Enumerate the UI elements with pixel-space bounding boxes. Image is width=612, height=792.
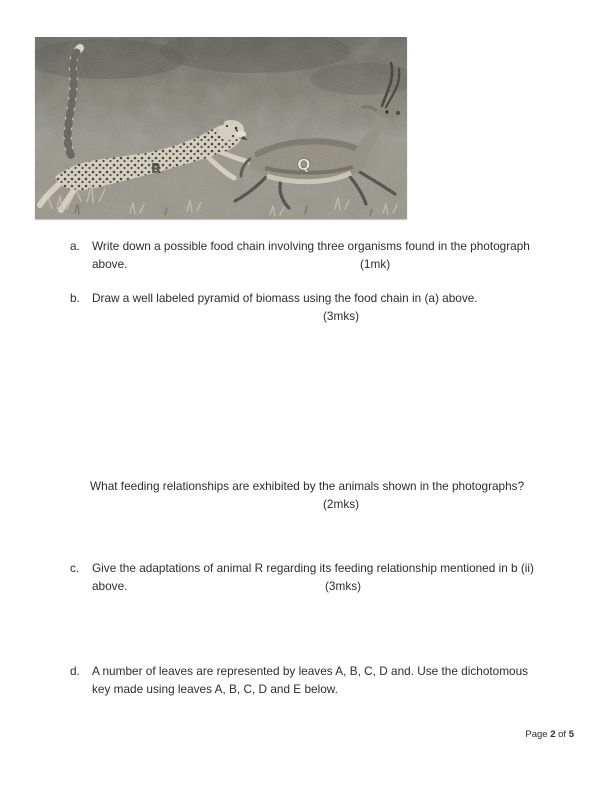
footer-page-total: 5 [568, 729, 574, 740]
question-d-line2: key made using leaves A, B, C, D and E below. [92, 682, 338, 696]
question-b-text: Draw a well labeled pyramid of biomass using the food chain in (a) above. [92, 291, 478, 305]
question-c-line1 [70, 559, 534, 577]
question-b-letter: b. [70, 291, 80, 305]
predator-label-r: R [151, 162, 162, 177]
question-c-text-continued: above. [92, 579, 128, 593]
page-footer [525, 729, 574, 741]
question-c-marks: (3mks) [325, 579, 362, 593]
question-a-letter: a. [70, 239, 80, 253]
question-a-line2 [92, 255, 391, 273]
question-d-text: A number of leaves are represented by leaves A, B, C, D and. Use the dichotomous [92, 664, 529, 678]
photo-illustration [35, 37, 407, 219]
question-c-letter: c. [70, 561, 80, 575]
question-bii-marks: (2mks) [323, 497, 360, 511]
question-c-text: Give the adaptations of animal R regarding its feeding relationship mentioned in b (ii) [92, 561, 534, 575]
question-d-letter: d. [70, 664, 80, 678]
question-c-line2 [92, 577, 362, 595]
photo-cheetah-chasing-gazelle [35, 37, 407, 219]
footer-page-word: Page [525, 729, 551, 740]
film-grain-overlay [35, 37, 407, 219]
footer-page-number: 2 [550, 729, 556, 740]
footer-of-word: of [555, 729, 569, 740]
prey-label-q: Q [297, 155, 311, 174]
question-a-text: Write down a possible food chain involving three organisms found in the photograph [92, 239, 530, 253]
question-a-line1 [70, 237, 530, 255]
question-b-marks: (3mks) [323, 309, 360, 323]
question-d-line1 [70, 662, 528, 680]
question-a-marks: (1mk) [360, 257, 391, 271]
question-bii-text: What feeding relationships are exhibited by the animals shown in the photographs? [90, 479, 525, 493]
question-b-line1 [70, 289, 478, 307]
question-a-text-continued: above. [92, 257, 128, 271]
